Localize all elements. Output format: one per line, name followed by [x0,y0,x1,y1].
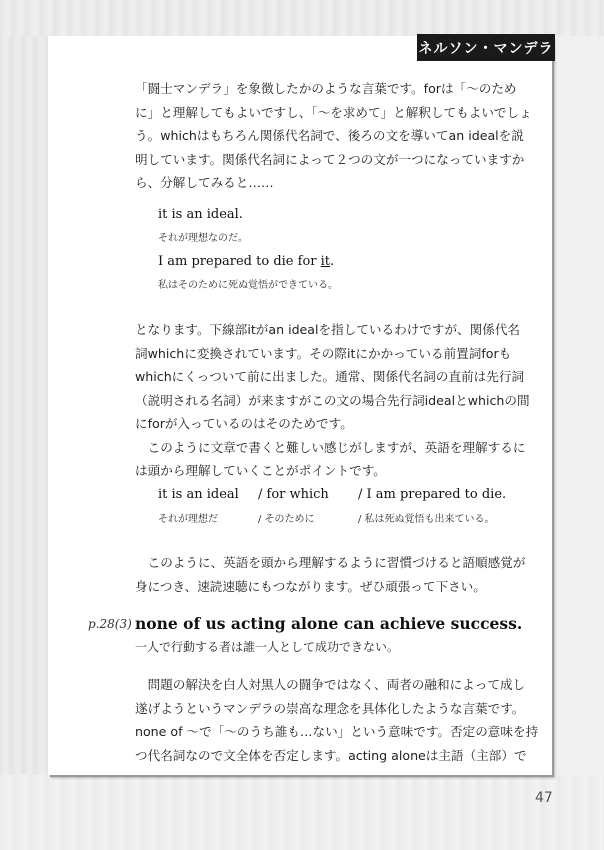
paragraph-line: は頭から理解していくことがポイントです。 [135,463,386,478]
chapter-tab: ネルソン・マンデラ [417,34,555,61]
paragraph-line: （説明される名詞）が来ますがこの文の場合先行詞idealとwhichの間 [135,392,530,408]
paragraph-line: 問題の解決を白人対黒人の闘争ではなく、両者の融和によって成し [135,677,526,692]
paragraph-line: whichにくっついて前に出ました。通常、関係代名詞の直前は先行詞 [135,369,525,384]
chunk-3-english: / I am prepared to die. [358,487,507,502]
paragraph-line: 「闘士マンデラ」を象徴したかのような言葉です。forは「～のため [135,81,517,96]
paragraph-line: つ代名詞なので文全体を否定します。acting aloneは主語（主部）で [135,747,527,763]
paragraph-line: う。whichはもちろん関係代名詞で、後ろの文を導いてan idealを説 [135,128,524,143]
paragraph-line: となります。下線部itがan idealを指しているわけですが、関係代名 [135,322,521,337]
example-1-english: it is an ideal. [158,207,243,222]
section-heading-translation: 一人で行動する者は誰一人として成功できない。 [135,640,400,654]
page-edge-top [0,0,604,36]
example-2-period: . [330,254,335,269]
paragraph-line: このように文章で書くと難しい感じがしますが、英語を理解するに [135,439,526,455]
paragraph-line: 身につき、速読速聴にもつながります。ぜひ頑張って下さい。 [135,578,486,594]
underlined-word: it [320,254,331,269]
page-reference: p.28(3) [88,617,132,631]
paragraph-line: 明しています。関係代名詞によって２つの文が一つになっていますか [135,151,525,167]
section-heading-english: none of us acting alone can achieve success. [135,614,523,633]
page-number: 47 [535,790,553,806]
paragraph-line: このように、英語を頭から理解するように習慣づけると語順感覚が [135,555,526,570]
paragraph-2 [135,318,555,483]
example-2-english [158,254,334,269]
paragraph-line: ら、分解してみると…… [135,175,274,190]
example-1-translation: それが理想なのだ。 [158,233,248,244]
paragraph-1 [135,77,555,195]
chunk-3-translation: / 私は死ぬ覚悟も出来ている。 [358,514,495,525]
chunk-1-translation: それが理想だ [158,514,218,525]
example-2-text: I am prepared to die for [158,254,321,269]
paragraph-line: 遂げようというマンデラの崇高な理念を具体化したような言葉です。 [135,700,525,716]
paragraph-4 [135,673,555,767]
page-bottom-margin [0,775,604,850]
paragraph-line: に」と理解してもよいですし、「～を求めて」と解釈してもよいでしょ [135,104,532,120]
paragraph-line: none of ～で「～のうち誰も…ない」という意味です。否定の意味を持 [135,724,539,739]
paragraph-line: 詞whichに変換されています。その際itにかかっている前置詞forも [135,345,512,361]
paragraph-line: にforが入っているのはそのためです。 [135,416,353,431]
chunk-2-translation: / そのために [258,514,315,525]
chunk-1-english: it is an ideal [158,487,239,502]
example-2-translation: 私はそのために死ぬ覚悟ができている。 [158,280,338,291]
chunk-2-english: / for which [258,487,329,502]
paragraph-3 [135,551,555,598]
page-edge-left [0,0,48,850]
